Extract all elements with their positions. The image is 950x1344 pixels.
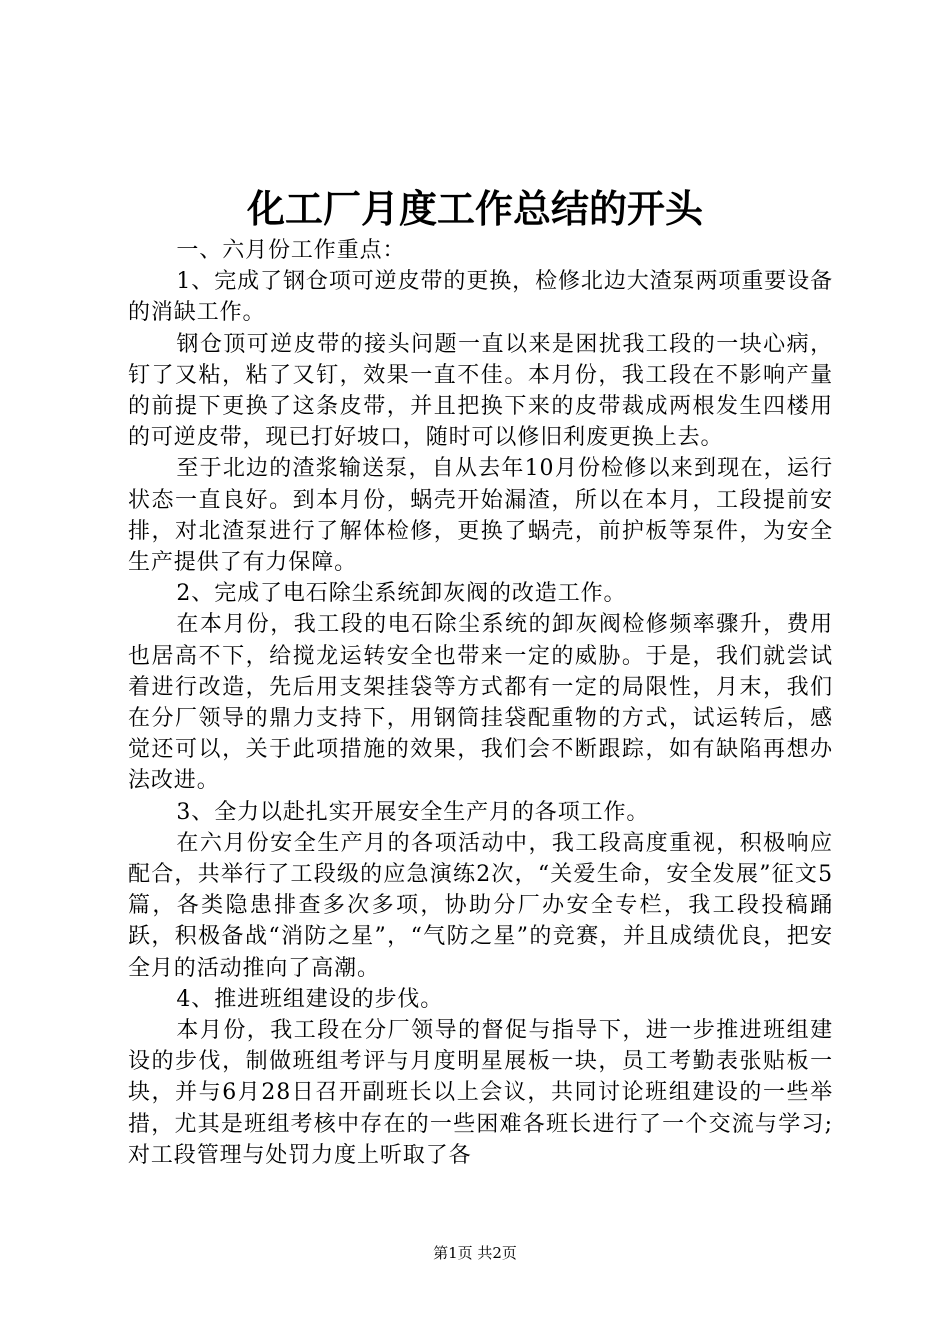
item-heading-3: 3、全力以赴扎实开展安全生产月的各项工作。 <box>176 799 650 825</box>
section-heading: 一、六月份工作重点： <box>176 238 406 263</box>
paragraph: 钢仓顶可逆皮带的接头问题一直以来是困扰我工段的一块心病，钉了又粘，粘了又钉，效果一直不佳。本月份，我工段在不影响产量的前提下更换了这条皮带，并且把换下来的皮带裁成两根发生四楼用的可逆皮带，现已打好坡口，随时可以修旧利废更换上去。 <box>128 331 833 451</box>
paragraph: 至于北边的渣浆输送泵，自从去年10月份检修以来到现在，运行状态一直良好。到本月份，蜗壳开始漏渣，所以在本月，工段提前安排，对北渣泵进行了解体检修，更换了蜗壳，前护板等泵件，为安全生产提供了有力保障。 <box>128 456 833 576</box>
paragraph: 在六月份安全生产月的各项活动中，我工段高度重视，积极响应配合，共举行了工段级的应急演练2次，“关爱生命，安全发展”征文5篇，各类隐患排查多次多项，协助分厂办安全专栏，我工段投稿踊跃，积极备战“消防之星”，“气防之星”的竞赛，并且成绩优良，把安全月的活动推向了高潮。 <box>128 830 833 981</box>
item-heading-1: 1、完成了钢仓项可逆皮带的更换，检修北边大渣泵两项重要设备的消缺工作。 <box>128 269 833 326</box>
page-footer: 第1页 共2页 <box>433 1244 517 1262</box>
paragraph: 在本月份，我工段的电石除尘系统的卸灰阀检修频率骤升，费用也居高不下，给搅龙运转安全也带来一定的威胁。于是，我们就尝试着进行改造，先后用支架挂袋等方式都有一定的局限性，月末，我们在分厂领导的鼎力支持下，用钢筒挂袋配重物的方式，试运转后，感觉还可以，关于此项措施的效果，我们会不断跟踪，如有缺陷再想办法改进。 <box>128 612 833 794</box>
document-title: 化工厂月度工作总结的开头 <box>246 187 703 231</box>
paragraph: 本月份，我工段在分厂领导的督促与指导下，进一步推进班组建设的步伐，制做班组考评与月度明星展板一块，员工考勤表张贴板一块，并与6月28日召开副班长以上会议，共同讨论班组建设的一些举措，尤其是班组考核中存在的一些困难各班长进行了一个交流与学习;对工段管理与处罚力度上听取了各 <box>128 1018 833 1168</box>
document-body <box>128 235 833 1171</box>
item-heading-2: 2、完成了电石除尘系统卸灰阀的改造工作。 <box>176 581 627 607</box>
item-heading-4: 4、推进班组建设的步伐。 <box>176 986 444 1012</box>
